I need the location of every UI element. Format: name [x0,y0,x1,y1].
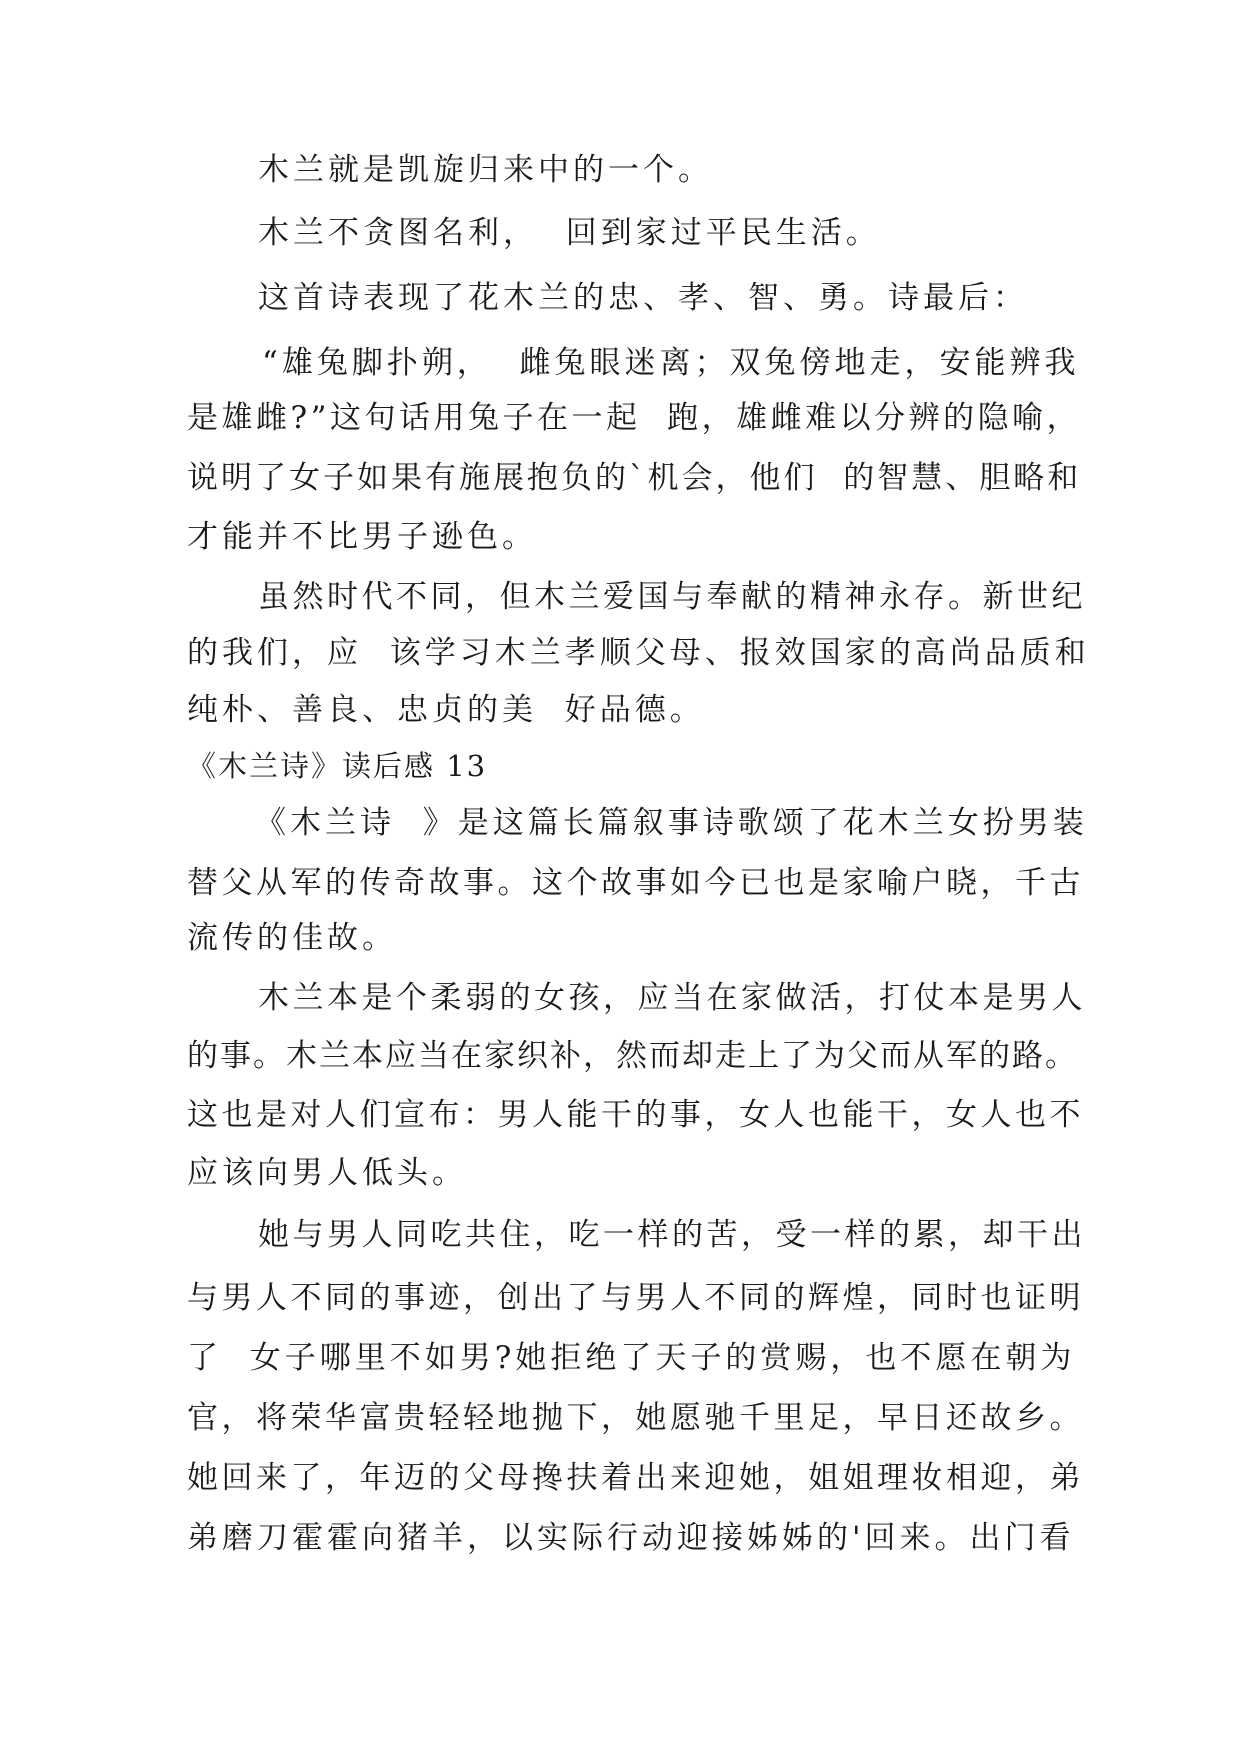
text-line: 流传的佳故。 [187,920,397,956]
text-line: 纯朴、善良、忠贞的美 好品德。 [187,692,705,728]
section-heading: 《木兰诗》读后感 13 [187,749,488,783]
text-line: 《木兰诗 》是这篇长篇叙事诗歌颂了花木兰女扮男装 [255,805,1088,841]
text-line: 应该向男人低头。 [187,1155,467,1191]
text-line: 的事。木兰本应当在家织补，然而却走上了为父而从军的路。 [187,1038,1078,1074]
text-line: 是雄雌?”这句话用兔子在一起 跑，雄雌难以分辨的隐喻， [187,400,1082,436]
text-line: 她与男人同吃共住，吃一样的苦，受一样的累，却干出 [258,1217,1086,1253]
text-line: 这也是对人们宣布：男人能干的事，女人也能干，女人也不 [187,1097,1084,1133]
text-line: 的我们，应 该学习木兰孝顺父母、报效国家的高尚品质和 [187,635,1090,671]
text-line: 木兰本是个柔弱的女孩，应当在家做活，打仗本是男人 [258,980,1086,1016]
text-line: 与男人不同的事迹，创出了与男人不同的辉煌，同时也证明 [187,1280,1084,1316]
text-line: 了 女子哪里不如男?她拒绝了天子的赏赐，也不愿在朝为 [187,1340,1076,1376]
text-line: 这首诗表现了花木兰的忠、孝、智、勇。诗最后： [258,280,1028,316]
text-line: 虽然时代不同，但木兰爱国与奉献的精神永存。新世纪 [258,579,1086,615]
text-line: 木兰就是凯旋归来中的一个。 [258,152,713,188]
text-line: 木兰不贪图名利， 回到家过平民生活。 [258,215,881,251]
text-line: 弟磨刀霍霍向猪羊，以实际行动迎接姊姊的'回来。出门看 [187,1520,1075,1556]
text-line: 她回来了，年迈的父母搀扶着出来迎她，姐姐理妆相迎，弟 [187,1460,1084,1496]
text-line: 才能并不比男子逊色。 [187,519,537,555]
text-line: “雄兔脚扑朔， 雌兔眼迷离；双兔傍地走，安能辨我 [262,345,1080,381]
text-line: 说明了女子如果有施展抱负的`机会，他们 的智慧、胆略和 [187,460,1082,496]
text-line: 官，将荣华富贵轻轻地抛下，她愿驰千里足，早日还故乡。 [187,1400,1084,1436]
text-line: 替父从军的传奇故事。这个故事如今已也是家喻户晓，千古 [187,865,1084,901]
